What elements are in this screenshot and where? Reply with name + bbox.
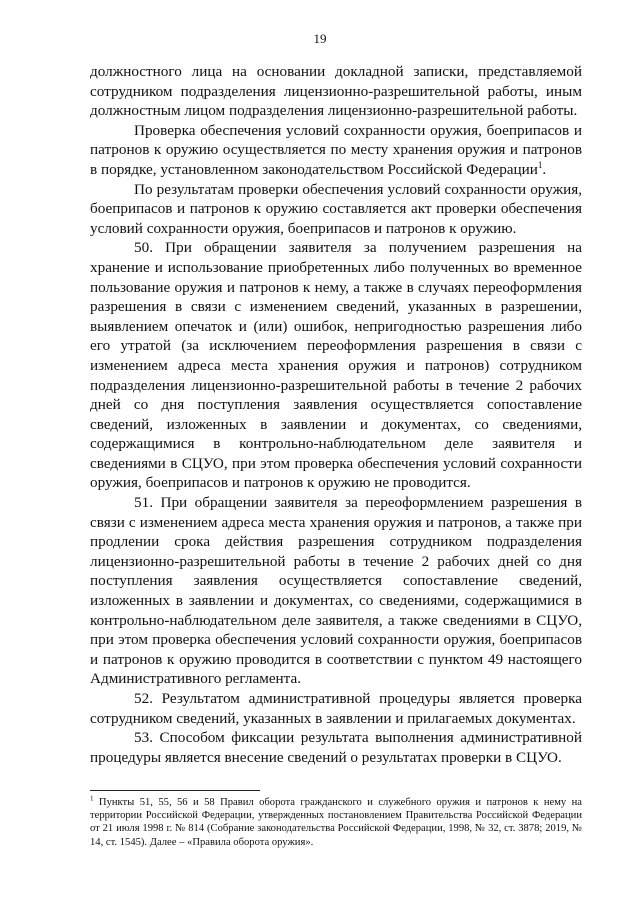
footnote-marker: 1 bbox=[90, 794, 94, 803]
paragraph-item-51: 51. При обращении заявителя за переоформлением разрешения в связи с изменением адреса места хранения оружия и патронов, а также при продлении срока действия разрешения сотрудником подразделения лицензионно-разрешительной работы в течение 2 рабочих дней со дня поступления заявления осуществляется сопоставление сведений, изложенных в заявлении и документах, со сведениями, содержащимися в контрольно-наблюдательном деле заявителя, а также сведениями в СЦУО, при этом проверка обеспечения условий сохранности оружия, боеприпасов и патронов к оружию проводится в соответствии с пунктом 49 настоящего Административного регламента. bbox=[90, 494, 582, 688]
paragraph-safety-check-text: Проверка обеспечения условий сохранности оружия, боеприпасов и патронов к оружию осуществляется по месту хранения оружия и патронов в порядке, установленном законодательством Российской Федерации bbox=[90, 121, 582, 178]
footnote-divider bbox=[90, 790, 260, 791]
paragraph-inspection-act: По результатам проверки обеспечения условий сохранности оружия, боеприпасов и патронов к оружию составляется акт проверки обеспечения условий сохранности оружия, боеприпасов и патронов к оружию. bbox=[90, 180, 582, 237]
paragraph-item-52: 52. Результатом административной процедуры является проверка сотрудником сведений, указанных в заявлении и прилагаемых документах. bbox=[90, 690, 582, 727]
footnote-text: Пункты 51, 55, 56 и 58 Правил оборота гражданского и служебного оружия и патронов к нему на территории Российской Федерации, утвержденных постановлением Правительства Российской Федерации от 21 июля 1998 г. № 814 (Собрание законодательства Российской Федерации, 1998, № 32, ст. 3878; 2019, № 14, ст. 1545). Далее – «Правила оборота оружия». bbox=[90, 797, 582, 848]
document-body bbox=[90, 62, 582, 767]
footnote bbox=[90, 796, 582, 849]
paragraph-item-53: 53. Способом фиксации результата выполнения административной процедуры является внесение сведений о результатах проверки в СЦУО. bbox=[90, 729, 582, 766]
paragraph-safety-check: Проверка обеспечения условий сохранности оружия, боеприпасов и патронов к оружию осуществляется по месту хранения оружия и патронов в порядке, установленном законодательством Российской Федерации$^1$. bbox=[90, 121, 582, 178]
paragraph-continuation: должностного лица на основании докладной записки, представляемой сотрудником подразделения лицензионно-разрешительной работы, иным должностным лицом подразделения лицензионно-разрешительной работы. bbox=[90, 63, 582, 120]
page-number: 19 bbox=[313, 31, 327, 46]
paragraph-item-50: 50. При обращении заявителя за получением разрешения на хранение и использование приобретенных либо полученных во временное пользование оружия и патронов к нему, а также в случаях переоформления разрешения в связи с изменением сведений, указанных в разрешении, выявлением опечаток и (или) ошибок, непригодностью разрешения либо его утратой (за исключением переоформления разрешения в связи с изменением адреса места хранения оружия и патронов) сотрудником подразделения лицензионно-разрешительной работы в течение 2 рабочих дней со дня поступления заявления осуществляется сопоставление сведений, изложенных в заявлении и документах, со сведениями, содержащимися в контрольно-наблюдательном деле заявителя и сведениями в СЦУО, при этом проверка обеспечения условий сохранности оружия, боеприпасов и патронов к оружию не проводится. bbox=[90, 239, 582, 492]
footnote-reference: 1 bbox=[537, 159, 543, 170]
